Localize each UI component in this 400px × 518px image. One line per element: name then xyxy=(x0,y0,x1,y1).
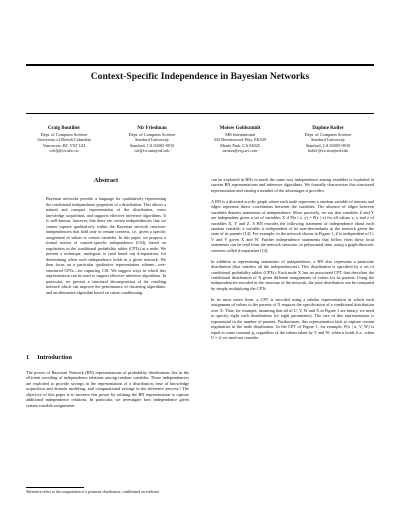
author-affiliation: Stanford University xyxy=(134,137,169,143)
abstract-heading: Abstract xyxy=(93,177,119,184)
title-rule-bottom xyxy=(26,113,374,114)
author-block xyxy=(24,126,104,153)
section-title: Introduction xyxy=(37,354,72,361)
author-affiliation: Stanford, CA 94305-9010 xyxy=(305,142,351,148)
author-email: moises@erg.sri.com xyxy=(222,147,258,153)
author-block xyxy=(200,126,280,153)
author-name: Nir Friedman xyxy=(137,126,167,131)
author-affiliation: Menlo Park, CA 94025 xyxy=(220,142,260,148)
author-affiliation: Dept. of Computer Science xyxy=(304,132,352,137)
author-email: koller@cs.stanford.edu xyxy=(307,147,349,153)
author-block xyxy=(112,126,192,153)
author-affiliation: SRI International xyxy=(225,132,255,137)
body-paragraph: In its most naive form, a CPT is encoded using a tabular representation in which each assignment of values to the parents of X requires the specification of a conditional distribution over X. Thus, for example, assuming that all of U, V, W and X in Figure 1 are binary, we need to specify eight such distributions (or eight parameters). The size of this representation is exponential in the number of parents. Furthermore, this representation fails to capture certain regularities in the node distribution. In the CPT of Figure 1, for example, P(x | u, V, W) is equal to some constant p₁ regardless of the values taken by V and W: when u holds (i.e., when U = t) we need not consider xyxy=(211,296,374,340)
right-column xyxy=(211,177,374,340)
footnote: ¹Inference refers to the computation of a posterior distribution, conditioned on evidence. xyxy=(26,490,161,494)
author-affiliation: Dept. of Computer Science xyxy=(40,132,88,137)
author-affiliation: Stanford University xyxy=(310,137,345,143)
author-name: Daphne Koller xyxy=(312,126,344,131)
author-name: Craig Boutilier xyxy=(47,126,81,131)
author-affiliation: 333 Ravenswood Way, EK329 xyxy=(213,137,267,143)
author-affiliation: Dept. of Computer Science xyxy=(128,132,176,137)
paper-title: Context-Specific Independence in Bayesian Networks xyxy=(90,71,310,82)
body-paragraph: can be exploited in BNs in much the same way independence among variables is exploited in current BN representations and inference algorithms. We formally characterize this structured representation and catalog a number of the advantages it provides. xyxy=(211,177,374,193)
author-affiliation: Stanford, CA 94305-9010 xyxy=(129,142,175,148)
author-email: cebly@cs.ubc.ca xyxy=(49,147,79,153)
author-email: nir@cs.stanford.edu xyxy=(134,147,170,153)
author-name: Moises Goldszmidt xyxy=(219,126,261,131)
body-paragraph: In addition to representing statements of independence, a BN also represents a particular distribution (that satisfies all the independencies). This distribution is specified by a set of conditional probability tables (CPTs). Each node X has an associated CPT that describes the conditional distribution of X given different assignments of values for its parents. Using the independencies encoded in the structure of the network, the joint distribution can be computed by simply multiplying the CPTs. xyxy=(211,258,374,291)
intro-paragraph: The power of Bayesian Network (BN) representations of probability distributions lies in the efficient encoding of independence relations among random variables. These independencies are exploited to provide savings in the representation of a distribution, ease of knowledge acquisition and domain modeling, and computational savings in the inference process.¹ The objective of this paper is to increase this power by refining the BN representation to capture additional independence relations. In particular, we investigate how independence given certain variable assignments xyxy=(26,370,189,408)
section-number: 1 xyxy=(26,354,30,361)
title-rule-top xyxy=(26,64,374,66)
section-heading xyxy=(26,354,186,362)
author-block xyxy=(288,126,368,153)
body-paragraph: A BN is a directed acyclic graph where each node represents a random variable of interest and edges represent direct correlations between the variables. The absence of edges between variables denotes statements of independence. More precisely, we say that variables Z and Y are independent given a set of variables X if P(z | x, y) = P(z | x) for all values x, y and z of variables X, Y and Z. A BN encodes the following statement of independence about each random variable: a variable is independent of its non-descendants in the network given the state of its parents [14]. For example, in the network shown in Figure 1, Z is independent of U, V and Y given X and W. Further independence statements that follow from these local statements can be read from the network structure, in polynomial time, using a graph-theoretic criterion called d-separation [14]. xyxy=(211,198,375,253)
footnote-rule xyxy=(26,487,84,488)
author-affiliation: University of British Columbia xyxy=(37,137,91,143)
author-affiliation: Vancouver, BC V6T 1Z4 xyxy=(42,142,86,148)
abstract-text: Bayesian networks provide a language for qualitatively representing the conditional independence properties of a distribution. This allows a natural and compact representation of the distribution, eases knowledge acquisition, and supports effective inference algorithms. It is well-known, however, that there are certain independencies that we cannot capture qualitatively within the Bayesian network structure: independencies that hold only in certain contexts, i.e., given a specific assignment of values to certain variables. In this paper, we propose a formal notion of context-specific independence (CSI), based on regularities in the conditional probability tables (CPTs) at a node. We present a technique, analogous to (and based on) d-separation, for determining when such independence holds in a given network. We then focus on a particular qualitative representation scheme—tree-structured CPTs—for capturing CSI. We suggest ways in which this representation can be used to support effective inference algorithms. In particular, we present a structural decomposition of the resulting network which can improve the performance of clustering algorithms, and an alternative algorithm based on cutset conditioning. xyxy=(46,196,166,295)
